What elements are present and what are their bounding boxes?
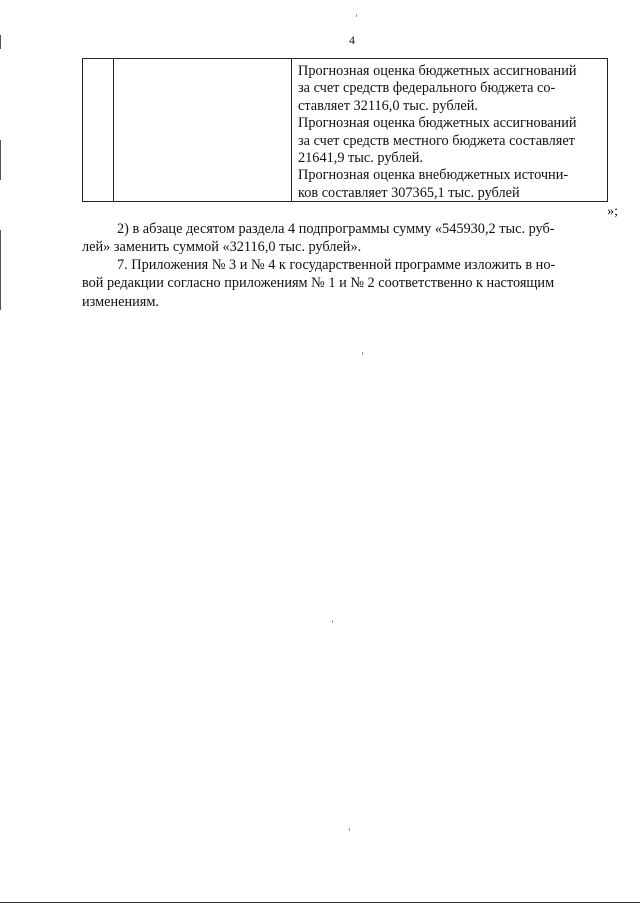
table-cell-line: ков составляет 307365,1 тыс. рублей [298, 184, 520, 201]
scan-edge-mark [0, 35, 1, 49]
budget-table [82, 58, 608, 202]
table-column-2 [114, 59, 292, 201]
table-cell-line: за счет средств местного бюджета составляет [298, 132, 575, 149]
paragraph-line: лей» заменить суммой «32116,0 тыс. рублей». [82, 239, 362, 256]
page-bottom-edge [0, 902, 640, 903]
paragraph-amendment-2 [82, 220, 610, 257]
paragraph-line: 7. Приложения № 3 и № 4 к государственной программе изложить в но- [117, 257, 556, 273]
scan-speck [356, 14, 357, 17]
page-number: 4 [349, 33, 355, 47]
table-column-1 [83, 59, 114, 201]
scan-speck [332, 620, 333, 623]
paragraph-line: 2) в абзаце десятом раздела 4 подпрограммы сумму «545930,2 тыс. руб- [117, 221, 555, 237]
scan-speck [362, 352, 363, 355]
scan-edge-mark [0, 230, 1, 310]
closing-quote: »; [607, 204, 618, 219]
table-cell-line: 21641,9 тыс. рублей. [298, 150, 423, 167]
table-cell-line: ставляет 32116,0 тыс. рублей. [298, 97, 478, 114]
table-cell-line: Прогнозная оценка внебюджетных источни- [298, 167, 569, 184]
scan-edge-mark [0, 140, 1, 180]
table-column-3 [292, 59, 607, 201]
table-cell-line: Прогнозная оценка бюджетных ассигнований [298, 115, 577, 132]
table-cell-line: Прогнозная оценка бюджетных ассигнований [298, 63, 577, 79]
scan-speck [349, 828, 350, 831]
paragraph-line: изменениям. [82, 293, 159, 310]
paragraph-line: вой редакции согласно приложениям № 1 и № 2 соответственно к настоящим [82, 275, 555, 292]
paragraph-amendment-7 [82, 256, 610, 311]
table-cell-line: за счет средств федерального бюджета со- [298, 80, 556, 97]
